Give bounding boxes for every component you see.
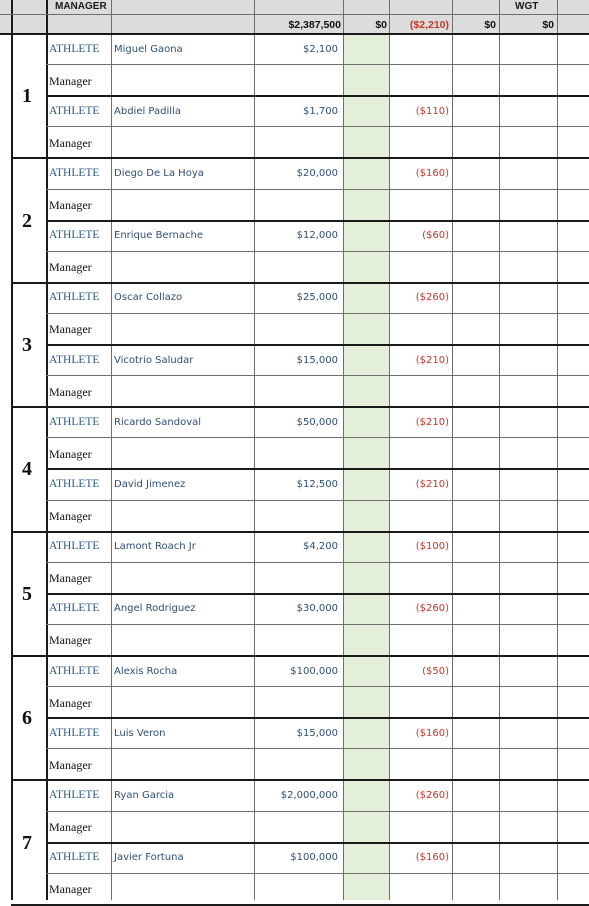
deduction-cell[interactable]: ($100) <box>415 541 449 552</box>
total-col-c: $0 <box>484 19 496 31</box>
purse-cell[interactable]: $2,000,000 <box>280 790 338 801</box>
deduction-cell[interactable]: ($260) <box>415 292 449 303</box>
athlete-name-cell[interactable]: Abdiel Padilla <box>114 106 181 117</box>
athlete-role-label: ATHLETE <box>49 229 100 241</box>
grid-hline <box>46 717 589 719</box>
athlete-name-cell[interactable]: Javier Fortuna <box>114 852 184 863</box>
bout-number: 1 <box>22 85 32 108</box>
athlete-role-label: ATHLETE <box>49 416 100 428</box>
athlete-role-label: ATHLETE <box>49 789 100 801</box>
grid-hline <box>46 748 589 749</box>
manager-label: Manager <box>49 385 92 399</box>
bout-number: 3 <box>22 334 32 356</box>
grid-hline <box>46 842 589 844</box>
grid-vline <box>11 0 13 900</box>
deduction-cell[interactable]: ($210) <box>415 479 449 490</box>
purse-cell[interactable]: $50,000 <box>296 417 338 428</box>
grid-hline <box>11 406 589 408</box>
bout-number: 6 <box>22 707 32 730</box>
grid-hline <box>46 468 589 470</box>
grid-hline <box>46 593 589 595</box>
grid-hline <box>11 157 589 159</box>
deduction-cell[interactable]: ($160) <box>415 728 449 739</box>
athlete-role-label: ATHLETE <box>49 354 100 366</box>
wgt-column-header: WGT <box>515 1 539 12</box>
grid-vline <box>499 0 500 900</box>
athlete-role-label: ATHLETE <box>49 665 100 677</box>
athlete-name-cell[interactable]: Lamont Roach Jr <box>114 541 196 552</box>
grid-vline <box>343 0 344 900</box>
grid-vline <box>46 0 48 900</box>
grid-hline <box>46 873 589 874</box>
purse-cell[interactable]: $100,000 <box>290 666 338 677</box>
athlete-name-cell[interactable]: Oscar Collazo <box>114 292 183 303</box>
athlete-role-label: ATHLETE <box>49 602 100 614</box>
grid-vline <box>254 0 255 900</box>
grid-hline <box>46 375 589 376</box>
athlete-role-label: ATHLETE <box>49 43 100 55</box>
total-purse: $2,387,500 <box>288 19 341 31</box>
athlete-role-label: ATHLETE <box>49 167 100 179</box>
purse-cell[interactable]: $15,000 <box>296 728 338 739</box>
grid-hline <box>0 14 589 15</box>
grid-hline <box>46 500 589 501</box>
grid-vline <box>452 0 453 900</box>
deduction-cell[interactable]: ($110) <box>415 106 449 117</box>
grid-vline <box>111 0 112 900</box>
athlete-name-cell[interactable]: Miguel Gaona <box>114 44 183 55</box>
grid-hline <box>46 811 589 812</box>
purse-cell[interactable]: $2,100 <box>303 44 338 55</box>
deduction-cell[interactable]: ($50) <box>422 666 449 677</box>
deduction-cell[interactable]: ($210) <box>415 355 449 366</box>
grid-hline <box>46 189 589 190</box>
athlete-name-cell[interactable]: Angel Rodriguez <box>114 603 196 614</box>
grid-hline <box>11 282 589 284</box>
grid-hline <box>11 531 589 533</box>
manager-label: Manager <box>49 74 92 88</box>
athlete-name-cell[interactable]: Enrique Bernache <box>114 230 203 241</box>
grid-vline <box>557 0 558 900</box>
athlete-role-label: ATHLETE <box>49 851 100 863</box>
grid-hline <box>46 126 589 127</box>
purse-cell[interactable]: $25,000 <box>296 292 338 303</box>
deduction-cell[interactable]: ($210) <box>415 417 449 428</box>
manager-label: Manager <box>49 758 92 772</box>
manager-label: Manager <box>49 571 92 585</box>
deduction-cell[interactable]: ($160) <box>415 168 449 179</box>
deduction-cell[interactable]: ($260) <box>415 790 449 801</box>
athlete-name-cell[interactable]: Ricardo Sandoval <box>114 417 202 428</box>
athlete-name-cell[interactable]: Luis Veron <box>114 728 166 739</box>
grid-hline <box>46 624 589 625</box>
purse-cell[interactable]: $100,000 <box>290 852 338 863</box>
grid-hline <box>46 313 589 314</box>
purse-cell[interactable]: $1,700 <box>303 106 338 117</box>
athlete-role-label: ATHLETE <box>49 478 100 490</box>
deduction-cell[interactable]: ($160) <box>415 852 449 863</box>
athlete-name-cell[interactable]: Vicotrio Saludar <box>114 355 194 366</box>
athlete-role-label: ATHLETE <box>49 540 100 552</box>
manager-label: Manager <box>49 509 92 523</box>
grid-hline <box>46 220 589 222</box>
manager-label: Manager <box>49 633 92 647</box>
manager-label: Manager <box>49 882 92 896</box>
bout-number: 7 <box>22 831 32 854</box>
purse-cell[interactable]: $30,000 <box>296 603 338 614</box>
athlete-name-cell[interactable]: Alexis Rocha <box>114 666 178 677</box>
bout-number: 2 <box>22 209 32 232</box>
grid-hline <box>46 562 589 563</box>
highlight-column <box>343 34 389 900</box>
athlete-role-label: ATHLETE <box>49 291 100 303</box>
grid-hline <box>46 686 589 687</box>
grid-hline <box>46 344 589 346</box>
purse-cell[interactable]: $12,000 <box>296 230 338 241</box>
deduction-cell[interactable]: ($60) <box>422 230 449 241</box>
purse-cell[interactable]: $20,000 <box>296 168 338 179</box>
bout-number: 5 <box>22 582 32 605</box>
athlete-name-cell[interactable]: Diego De La Hoya <box>114 168 204 179</box>
grid-hline <box>46 251 589 252</box>
grid-hline <box>46 64 589 65</box>
grid-hline <box>11 779 589 781</box>
athlete-role-label: ATHLETE <box>49 105 100 117</box>
manager-column-header: MANAGER <box>55 1 107 12</box>
manager-label: Manager <box>49 260 92 274</box>
purse-cell[interactable]: $15,000 <box>296 355 338 366</box>
purse-cell[interactable]: $4,200 <box>303 541 338 552</box>
bout-number: 4 <box>22 458 32 481</box>
total-col-a: $0 <box>375 19 387 31</box>
athlete-role-label: ATHLETE <box>49 727 100 739</box>
grid-hline <box>46 95 589 97</box>
manager-label: Manager <box>49 198 92 212</box>
manager-label: Manager <box>49 820 92 834</box>
manager-label: Manager <box>49 696 92 710</box>
manager-label: Manager <box>49 322 92 336</box>
total-col-d: $0 <box>542 19 554 31</box>
grid-hline <box>0 33 589 35</box>
manager-label: Manager <box>49 136 92 150</box>
grid-hline <box>11 655 589 657</box>
total-col-b: ($2,210) <box>409 19 449 31</box>
athlete-name-cell[interactable]: Ryan Garcia <box>114 790 175 801</box>
grid-vline <box>389 0 390 900</box>
athlete-name-cell[interactable]: David Jimenez <box>114 479 186 490</box>
manager-label: Manager <box>49 447 92 461</box>
deduction-cell[interactable]: ($260) <box>415 603 449 614</box>
grid-hline <box>46 437 589 438</box>
purse-cell[interactable]: $12,500 <box>296 479 338 490</box>
